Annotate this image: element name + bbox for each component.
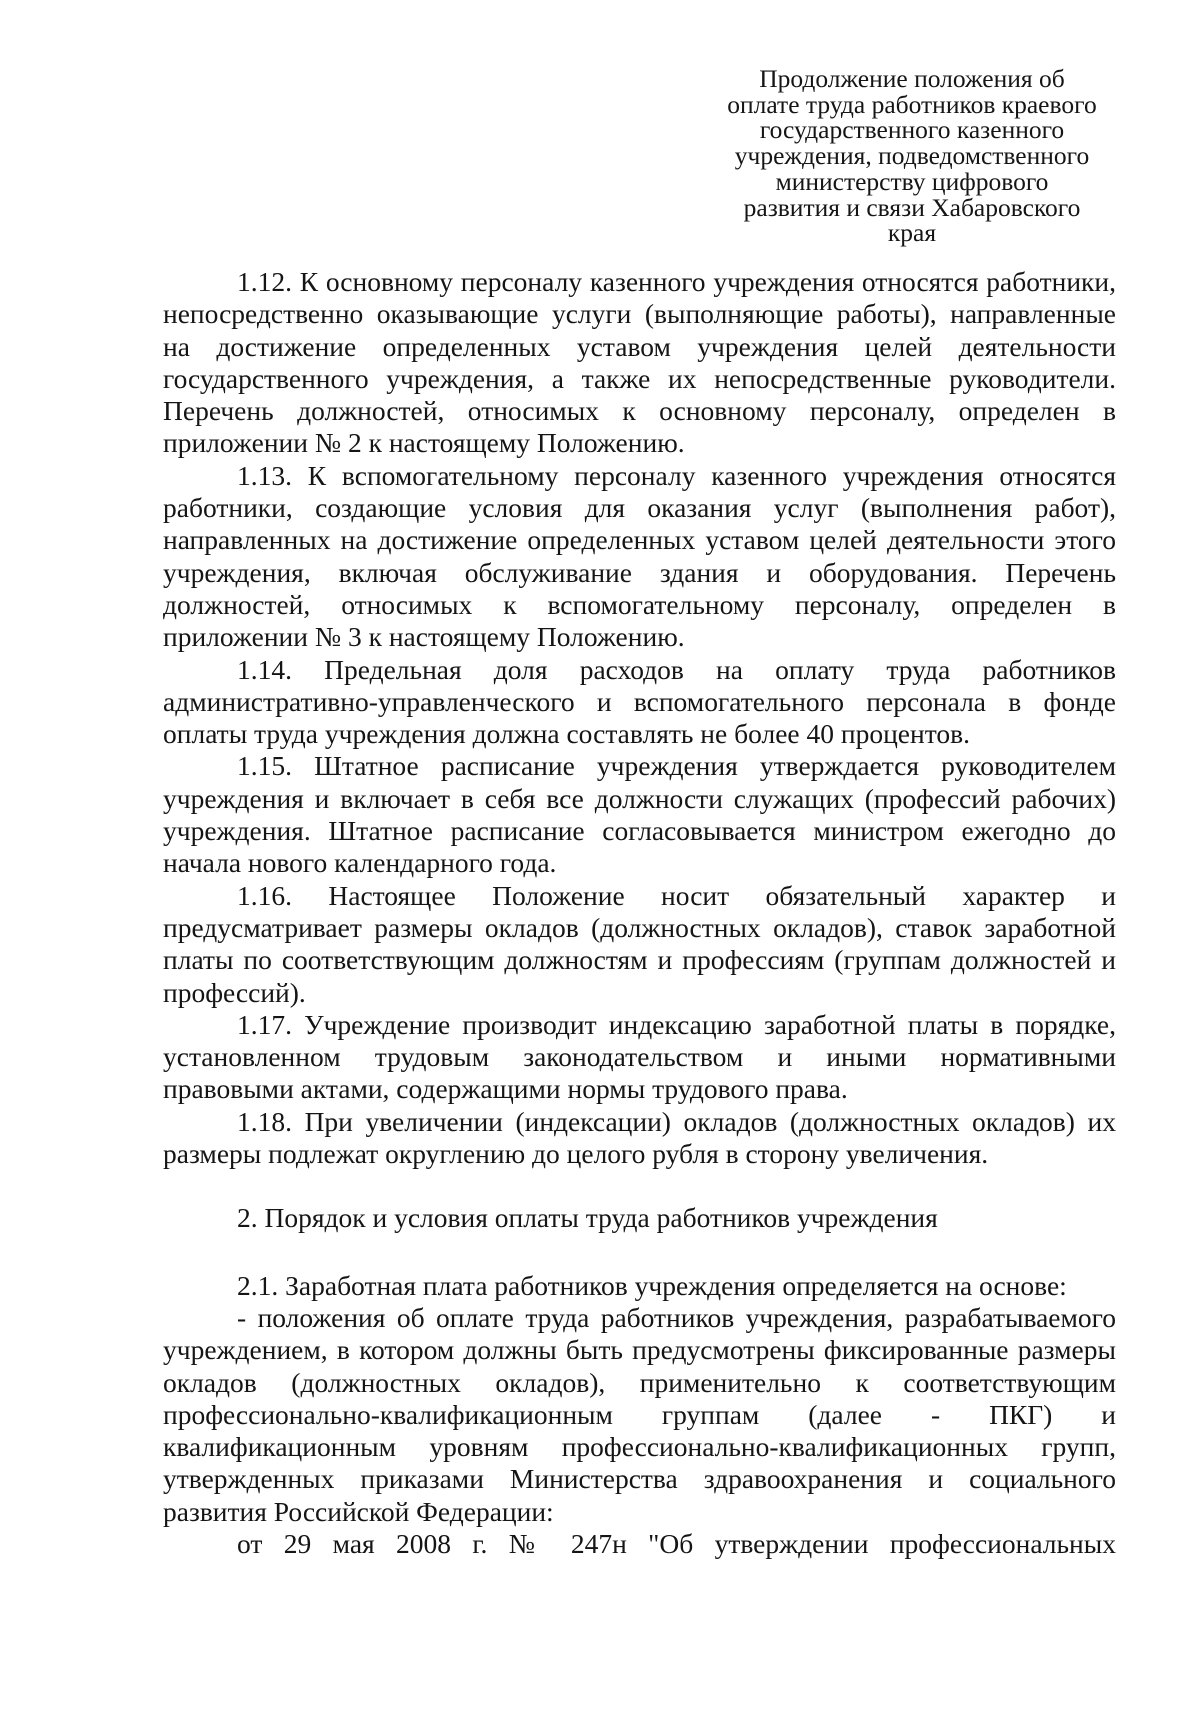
- document-body: [163, 266, 1116, 1560]
- paragraph-2-1: 2.1. Заработная плата работников учреждения определяется на основе:: [237, 1269, 1067, 1301]
- header-note-line: учреждения, подведомственного: [734, 141, 1090, 171]
- header-note-line: государственного казенного: [759, 115, 1065, 145]
- paragraph-1-18: 1.18. При увеличении (индексации) окладов (должностных окладов) их размеры подлежат округлению до целого рубля в сторону увеличения.: [163, 1105, 1116, 1170]
- paragraph-1-17: 1.17. Учреждение производит индексацию заработной платы в порядке, установленном трудовым законодательством и иными нормативными правовыми актами, содержащими нормы трудового права.: [163, 1008, 1116, 1105]
- header-note-line: развития и связи Хабаровского: [743, 192, 1081, 222]
- header-note: [688, 66, 1136, 246]
- paragraph-1-12: 1.12. К основному персоналу казенного учреждения относятся работники, непосредственно оказывающие услуги (выполняющие работы), направленные на достижение определенных уставом учреждения целей деятельности государственного учреждения, а также их непосредственные руководители. Перечень должностей, относимых к основному персоналу, определен в приложении № 2 к настоящему Положению.: [163, 266, 1116, 459]
- paragraph-2-1-bullet: - положения об оплате труда работников учреждения, разрабатываемого учреждением, в котором должны быть предусмотрены фиксированные размеры окладов (должностных окладов), применительно к соответствующим профессионально-квалификационным группам (далее - ПКГ) и квалификационным уровням профессионально-квалификационных групп, утвержденных приказами Министерства здравоохранения и социального развития Российской Федерации:: [163, 1301, 1116, 1527]
- paragraph-1-16: 1.16. Настоящее Положение носит обязательный характер и предусматривает размеры окладов (должностных окладов), ставок заработной платы по соответствующим должностям и профессиям (группам должностей и профессий).: [163, 879, 1116, 1008]
- paragraph-order-reference: от 29 мая 2008 г. № 247н "Об утверждении профессиональных: [237, 1527, 1116, 1559]
- header-note-line: министерству цифрового: [775, 166, 1049, 196]
- header-note-line: края: [887, 218, 937, 248]
- header-note-line: оплате труда работников краевого: [727, 89, 1097, 119]
- paragraph-1-15: 1.15. Штатное расписание учреждения утверждается руководителем учреждения и включает в себя все должности служащих (профессий рабочих) учреждения. Штатное расписание согласовывается министром ежегодно до начала нового календарного года.: [163, 750, 1116, 879]
- paragraph-1-13: 1.13. К вспомогательному персоналу казенного учреждения относятся работники, создающие условия для оказания услуг (выполнения работ), направленных на достижение определенных уставом целей деятельности этого учреждения, включая обслуживание здания и оборудования. Перечень должностей, относимых к вспомогательному персоналу, определен в приложении № 3 к настоящему Положению.: [163, 459, 1116, 653]
- header-note-line: Продолжение положения об: [759, 64, 1065, 93]
- section-2-title: 2. Порядок и условия оплаты труда работников учреждения: [237, 1202, 938, 1234]
- paragraph-1-14: 1.14. Предельная доля расходов на оплату труда работников административно-управленческого и вспомогательного персонала в фонде оплаты труда учреждения должна составлять не более 40 процентов.: [163, 653, 1116, 750]
